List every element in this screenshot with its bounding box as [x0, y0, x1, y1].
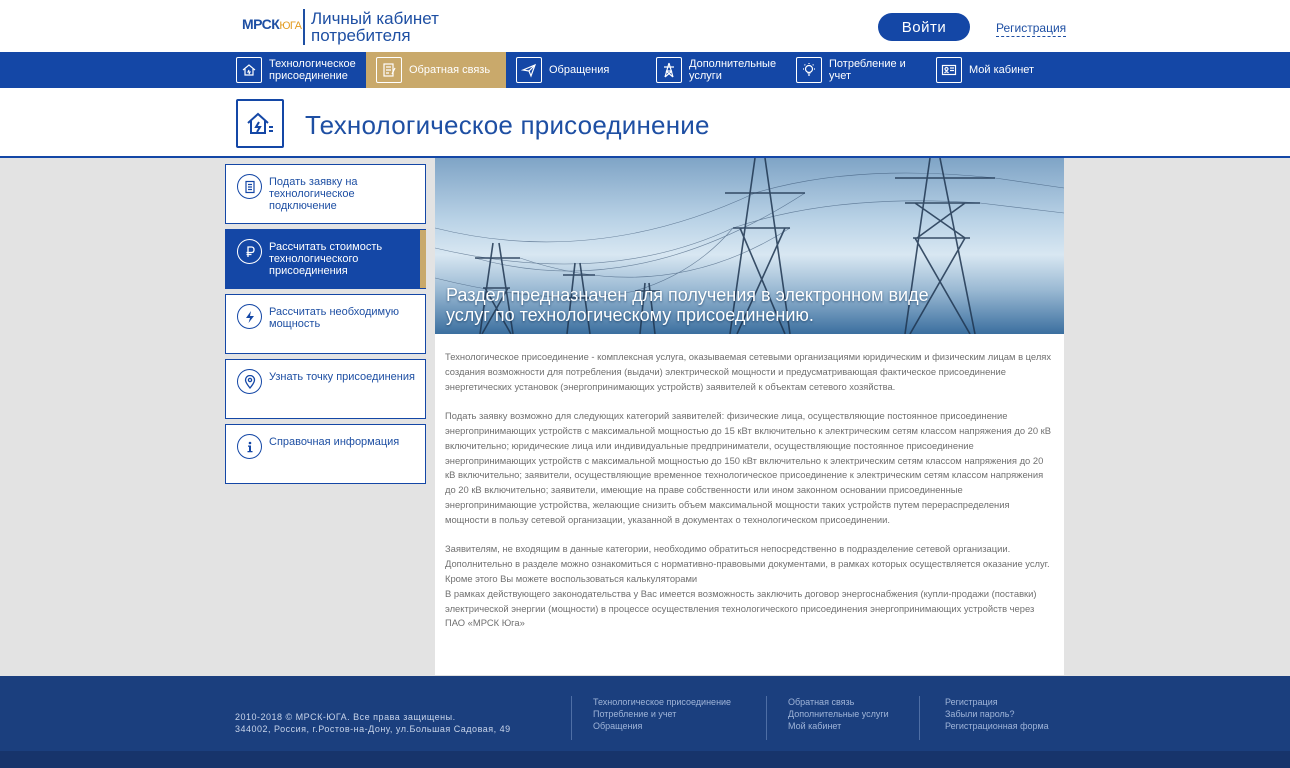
footer-bottom-bar [0, 751, 1290, 768]
main-nav [0, 52, 1290, 88]
sidebar-item-reference-info[interactable] [225, 424, 426, 484]
nav-label: Дополнительные услуги [689, 58, 777, 82]
company-logo[interactable] [242, 16, 301, 32]
nav-item-feedback[interactable] [366, 52, 506, 88]
sidebar-item-submit-application[interactable] [225, 164, 426, 224]
article-paragraph: В рамках действующего законодательства у Вас имеется возможность заключить договор энергоснабжения (купли-продажи (поставки) электрической энергии (мощности) в процессе осуществления технологического присоединения энергопринимающих устройств через ПАО «МРСК Юга» [445, 587, 1037, 629]
site-title: Личный кабинет потребителя [311, 9, 439, 45]
page-title: Технологическое присоединение [305, 110, 710, 140]
site-footer [0, 676, 1290, 751]
light-bulb-icon [796, 57, 822, 83]
send-arrow-icon [516, 57, 542, 83]
footer-link[interactable]: Регистрация [945, 697, 998, 707]
nav-label: Обратная связь [409, 64, 491, 76]
footer-link[interactable]: Обращения [593, 721, 643, 731]
footer-links-col-3 [919, 696, 1049, 740]
info-icon [237, 434, 262, 459]
footer-links-col-2 [766, 696, 889, 740]
footer-link[interactable]: Потребление и учет [593, 709, 677, 719]
login-button[interactable]: Войти [878, 13, 970, 41]
article-paragraph: Технологическое присоединение - комплексная услуга, оказываемая сетевыми организациями юридическим и физическим лицам в целях создания возможности для потребления (выдачи) электрической мощности и предусматривающая фактическое присоединение энергетических установок (энергопринимающих устройств) заявителей к объектам сетевого хозяйства. [445, 351, 1052, 392]
article-paragraph: Подать заявку возможно для следующих категорий заявителей: физические лица, осуществляющие постоянное присоединение энергопринимающих устройств с максимальной мощностью до 15 кВт включительно к электрическим сетям классом напряжения до 20 кВ включительно; юридические лица или индивидуальные предприниматели, осуществляющие постоянное присоединение энергопринимающих устройств с максимальной мощностью до 150 кВт включительно к электрическим сетям классом напряжения до 20 кВ включительно; заявители, осуществляющие временное технологическое присоединение к электрическим сетям классом напряжения до 20 кВ включительно; заявители, имеющие на праве собственности или ином законном основании присоединенные энергопринимающие устройства, желающие снизить объем максимальной мощности таких устройств путем перераспределения мощности в пользу сетевой организации, указанной в документах о технологическом присоединении. [445, 410, 1052, 525]
footer-link[interactable]: Мой кабинет [788, 721, 842, 731]
footer-link[interactable]: Технологическое присоединение [593, 697, 732, 707]
logo-sub-text: ЮГА [279, 20, 302, 32]
nav-item-tech-connection[interactable] [226, 52, 366, 88]
sidebar-item-calc-power[interactable] [225, 294, 426, 354]
sidebar-item-label: Справочная информация [269, 436, 400, 448]
page-title-band [0, 88, 1290, 158]
register-link[interactable]: Регистрация [996, 21, 1067, 35]
nav-label: Мой кабинет [969, 64, 1035, 76]
banner-caption: Раздел предназначен для получения в электронном виде услуг по технологическому присоединению. [446, 285, 929, 325]
sidebar-item-label: Рассчитать стоимость технологического присоединения [269, 241, 383, 277]
footer-link[interactable]: Дополнительные услуги [788, 709, 889, 719]
site-header [0, 0, 1290, 52]
logo-main-text: МРСК [242, 16, 280, 32]
main-content [435, 158, 1064, 675]
nav-label: Обращения [549, 64, 610, 76]
sidebar-item-label: Узнать точку присоединения [269, 371, 415, 383]
id-card-icon [936, 57, 962, 83]
nav-item-additional-services[interactable] [646, 52, 786, 88]
footer-links-col-1 [571, 696, 731, 740]
article-paragraph: Заявителям, не входящим в данные категории, необходимо обратиться непосредственно в подразделение сетевой организации. Дополнительно в разделе можно ознакомиться с нормативно-правовыми документами, в рамках которых осуществляется оказание услуг. Кроме этого Вы можете воспользоваться калькуляторами [445, 543, 1050, 584]
logo-divider [303, 9, 305, 45]
nav-item-requests[interactable] [506, 52, 646, 88]
nav-label: Потребление и учет [829, 58, 906, 82]
sidebar-item-label: Подать заявку на технологическое подключение [269, 176, 358, 212]
edit-note-icon [376, 57, 402, 83]
copyright-text: 2010-2018 © МРСК-ЮГА. Все права защищены. [235, 712, 456, 722]
sidebar-item-connection-point[interactable] [225, 359, 426, 419]
house-plug-icon [236, 99, 284, 148]
ruble-icon [237, 239, 262, 264]
sidebar-item-calc-cost[interactable] [225, 229, 426, 289]
power-lines-banner [435, 158, 1064, 334]
footer-link[interactable]: Регистрационная форма [945, 721, 1049, 731]
house-plug-icon [236, 57, 262, 83]
lightning-icon [237, 304, 262, 329]
sidebar-item-label: Рассчитать необходимую мощность [269, 306, 399, 330]
footer-link[interactable]: Обратная связь [788, 697, 855, 707]
nav-item-my-cabinet[interactable] [926, 52, 1066, 88]
footer-link[interactable]: Забыли пароль? [945, 709, 1015, 719]
document-icon [237, 174, 262, 199]
footer-copyright [235, 711, 511, 735]
address-text: 344002, Россия, г.Ростов-на-Дону, ул.Большая Садовая, 49 [235, 724, 511, 734]
power-tower-icon [656, 57, 682, 83]
article-text [445, 350, 1053, 631]
nav-item-consumption[interactable] [786, 52, 926, 88]
location-pin-icon [237, 369, 262, 394]
nav-label: Технологическое присоединение [269, 58, 356, 82]
